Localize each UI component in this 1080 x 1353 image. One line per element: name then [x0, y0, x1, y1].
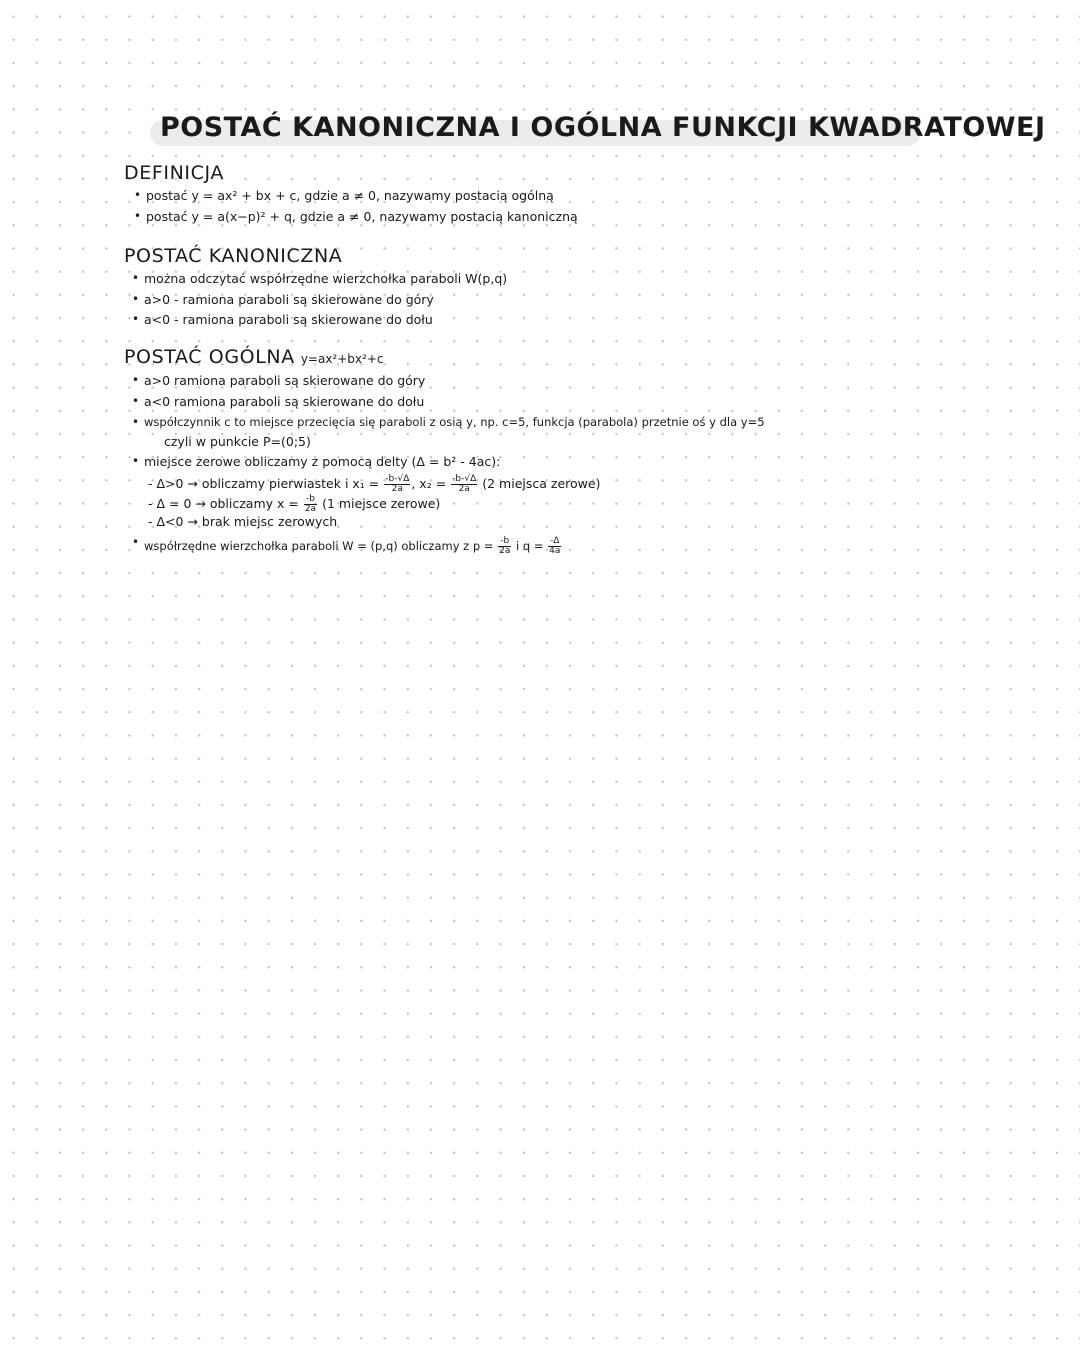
delta-zero-line [148, 495, 440, 514]
ogolna-item-3: • współczynnik c to miejsce przecięcia się paraboli z osią y, np. c=5, funkcja (parabola) przetnie oś y dla y=5 [144, 417, 765, 429]
p-label: p = [472, 539, 494, 553]
definicja-item-1: • postać y = ax² + bx + c, gdzie a ≠ 0, nazywamy postacią ogólną [146, 190, 554, 203]
kanoniczna-item-3: • a<0 - ramiona paraboli są skierowane do dołu [144, 314, 433, 327]
ogolna-item-2: • a<0 ramiona paraboli są skierowane do dołu [144, 396, 424, 409]
delta-positive-mid: , x₂ = [411, 476, 447, 491]
ogolna-item-3-cont: czyli w punkcie P=(0;5) [164, 434, 311, 449]
ogolna-item-1: • a>0 ramiona paraboli są skierowane do góry [144, 375, 425, 388]
section-heading-ogolna [124, 346, 383, 368]
section-heading-kanoniczna: POSTAĆ KANONICZNA [124, 245, 343, 267]
kanoniczna-item-2: • a>0 - ramiona paraboli są skierowane do góry [144, 294, 434, 307]
and-word: i [516, 539, 520, 553]
x2-denominator: 2a [458, 484, 470, 494]
delta-positive-text: - Δ>0 → obliczamy pierwiastek i x₁ = [148, 476, 380, 491]
vertex-text: współrzędne wierzchołka paraboli W = (p,q) obliczamy z [144, 539, 470, 553]
x2-fraction [451, 475, 477, 494]
delta-zero-end: (1 miejsce zerowe) [322, 496, 441, 511]
page-title: POSTAĆ KANONICZNA I OGÓLNA FUNKCJI KWADRATOWEJ [160, 112, 1046, 143]
x1-denominator: 2a [391, 484, 403, 494]
delta-negative-line: - Δ<0 → brak miejsc zerowych [148, 514, 338, 529]
x-fraction [304, 495, 317, 514]
ogolna-heading-text: POSTAĆ OGÓLNA [124, 346, 295, 368]
x2-numerator: -b-√Δ [452, 474, 477, 484]
p-numerator: -b [498, 537, 511, 547]
x1-numerator: -b-√Δ [385, 474, 410, 484]
q-label: q = [522, 539, 544, 553]
definicja-item-2: • postać y = a(x−p)² + q, gdzie a ≠ 0, nazywamy postacią kanoniczną [146, 211, 578, 224]
section-heading-definicja: DEFINICJA [124, 162, 224, 184]
ogolna-item-4: • miejsce zerowe obliczamy z pomocą delty (Δ = b² - 4ac): [144, 456, 500, 469]
x-numerator: -b [304, 495, 317, 505]
kanoniczna-item-1: • można odczytać współrzędne wierzchołka paraboli W(p,q) [144, 273, 507, 286]
delta-zero-text: - Δ = 0 → obliczamy x = [148, 496, 299, 511]
ogolna-item-5-line [144, 537, 562, 556]
x1-fraction [384, 475, 410, 494]
q-numerator: -Δ [550, 536, 560, 546]
ogolna-heading-formula: y=ax²+bx²+c [300, 352, 384, 366]
delta-positive-line [148, 475, 600, 494]
q-denominator: 4a [549, 546, 561, 556]
delta-positive-end: (2 miejsca zerowe) [482, 476, 601, 491]
q-fraction [548, 537, 561, 556]
x-denominator: 2a [304, 504, 317, 514]
p-denominator: 2a [499, 546, 511, 556]
p-fraction [498, 537, 511, 556]
